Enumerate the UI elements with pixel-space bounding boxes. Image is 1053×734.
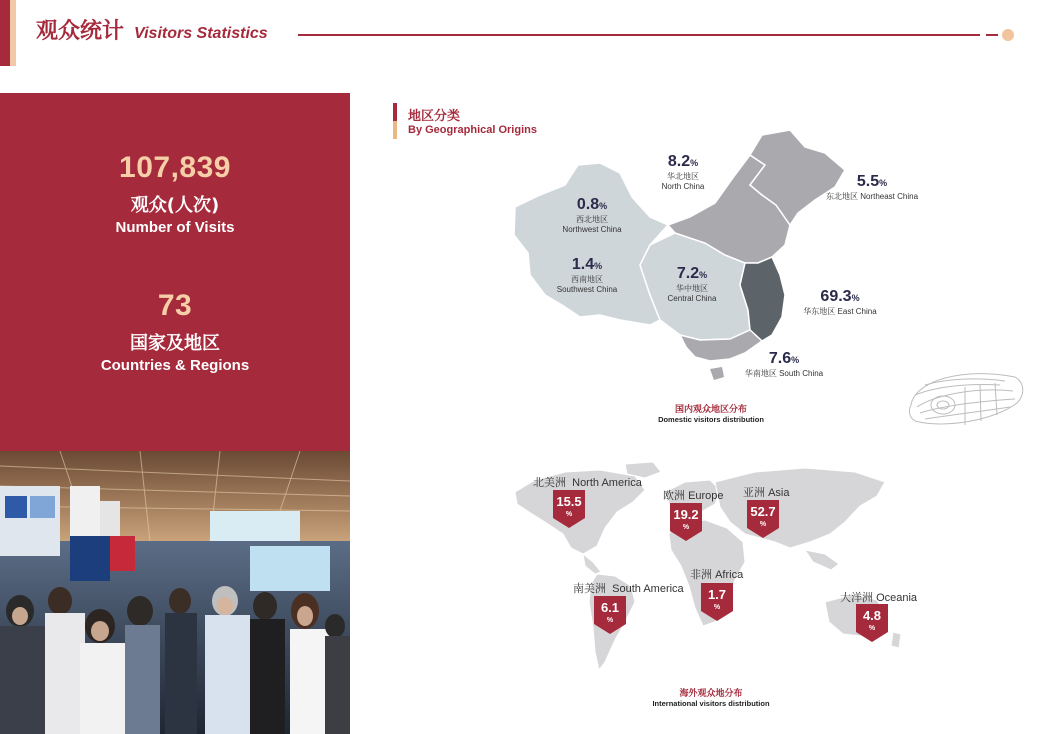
continent-label-africa [690, 566, 743, 582]
section-title-en: By Geographical Origins [408, 124, 537, 136]
continent-asia-en: Asia [768, 487, 790, 499]
domestic-caption-en: Domestic visitors distribution [658, 415, 764, 424]
region-central-en: Central China [667, 294, 717, 303]
page-title-cn: 观众统计 [36, 19, 125, 44]
stat-countries-value: 73 [157, 289, 193, 322]
continent-label-north-america [533, 474, 642, 490]
badge-europe [670, 503, 702, 541]
page-title [36, 14, 268, 44]
continent-label-europe [663, 487, 724, 503]
continent-south-america-en: South America [612, 583, 684, 595]
region-south-cn: 华南地区 [744, 369, 777, 378]
badge-oceania-value: 4.8 [862, 608, 882, 623]
region-label-northwest [559, 196, 625, 234]
region-southwest-cn: 西南地区 [571, 275, 603, 284]
region-southwest-pct: 1.4 [571, 256, 595, 273]
badge-oceania-unit: % [868, 625, 876, 632]
continent-africa-cn: 非洲 [690, 568, 712, 581]
region-northwest-en: Northwest China [562, 225, 622, 234]
region-north-cn: 华北地区 [667, 172, 699, 181]
stat-visits-value: 107,839 [119, 151, 231, 184]
page-title-en: Visitors Statistics [134, 25, 268, 42]
continent-south-america-cn: 南美洲 [573, 582, 606, 595]
continent-label-south-america [573, 580, 684, 596]
region-central-cn: 华中地区 [676, 284, 708, 293]
stats-panel [0, 93, 350, 734]
region-east-unit: % [851, 293, 860, 303]
region-label-southwest [552, 256, 622, 294]
region-south-pct: 7.6 [768, 350, 792, 367]
continent-label-asia [743, 484, 789, 500]
region-southwest-en: Southwest China [556, 285, 618, 294]
stat-countries [0, 289, 350, 374]
title-dash [986, 34, 998, 36]
region-label-east [798, 288, 882, 317]
region-northeast-pct: 5.5 [856, 173, 880, 190]
region-northwest-unit: % [599, 201, 608, 211]
region-east-en: East China [837, 307, 877, 316]
region-north-pct: 8.2 [667, 153, 691, 170]
region-northeast-cn: 东北地区 [825, 192, 858, 201]
continent-north-america-cn: 北美洲 [533, 476, 566, 489]
continent-oceania-cn: 大洋洲 [840, 591, 873, 604]
region-central-unit: % [699, 270, 708, 280]
international-caption-cn: 海外观众地分布 [679, 689, 743, 699]
badge-asia-unit: % [759, 521, 767, 528]
domestic-caption-cn: 国内观众地区分布 [674, 405, 747, 415]
stat-countries-label-cn: 国家及地区 [130, 333, 220, 354]
map-region-hainan [710, 367, 724, 380]
region-label-northeast [822, 173, 922, 202]
continent-north-america-en: North America [572, 477, 642, 489]
region-north-unit: % [690, 158, 699, 168]
domestic-caption [591, 402, 831, 424]
title-rule [298, 34, 980, 36]
badge-south-america-value: 6.1 [600, 600, 620, 615]
badge-asia-value: 52.7 [750, 504, 776, 519]
region-central-pct: 7.2 [676, 265, 700, 282]
stat-visits-label-en: Number of Visits [115, 219, 235, 236]
continent-label-oceania [840, 589, 917, 605]
badge-europe-unit: % [682, 524, 690, 531]
badge-africa-value: 1.7 [707, 587, 727, 602]
badge-europe-value: 19.2 [673, 507, 699, 522]
stat-visits [0, 151, 350, 236]
region-northwest-pct: 0.8 [576, 196, 600, 213]
continent-oceania-en: Oceania [876, 592, 918, 604]
seashell-sketch-icon [905, 365, 1027, 435]
badge-south-america-unit: % [606, 617, 614, 624]
region-south-unit: % [791, 355, 800, 365]
region-label-north [650, 153, 716, 191]
region-northeast-unit: % [879, 178, 888, 188]
badge-asia [747, 500, 779, 538]
stat-countries-label-en: Countries & Regions [100, 357, 250, 374]
continent-europe-cn: 欧洲 [663, 489, 685, 502]
badge-africa-unit: % [713, 604, 721, 611]
continent-africa-en: Africa [715, 569, 744, 581]
region-northeast-en: Northeast China [860, 192, 919, 201]
region-southwest-unit: % [594, 261, 603, 271]
continent-europe-en: Europe [688, 490, 724, 502]
badge-africa [701, 583, 733, 621]
stat-visits-label-cn: 观众(人次) [130, 195, 220, 216]
region-east-pct: 69.3 [820, 288, 852, 305]
section-accent-bar-top [393, 103, 397, 121]
badge-oceania [856, 604, 888, 642]
international-caption [591, 686, 831, 708]
region-label-central [660, 265, 724, 303]
continent-asia-cn: 亚洲 [743, 486, 765, 499]
region-north-en: North China [661, 182, 705, 191]
badge-north-america [553, 490, 585, 528]
badge-north-america-value: 15.5 [556, 494, 582, 509]
header-accent-bar-inner [0, 0, 10, 66]
region-northwest-cn: 西北地区 [576, 215, 608, 224]
region-east-cn: 华东地区 [803, 307, 836, 316]
map-region-west [514, 163, 668, 325]
title-dot [1002, 29, 1014, 41]
region-label-south [740, 350, 828, 379]
badge-north-america-unit: % [565, 511, 573, 518]
badge-south-america [594, 596, 626, 634]
exhibition-crowd-photo [0, 451, 350, 734]
region-south-en: South China [779, 369, 824, 378]
section-title-cn: 地区分类 [408, 109, 461, 124]
international-caption-en: International visitors distribution [652, 699, 770, 708]
